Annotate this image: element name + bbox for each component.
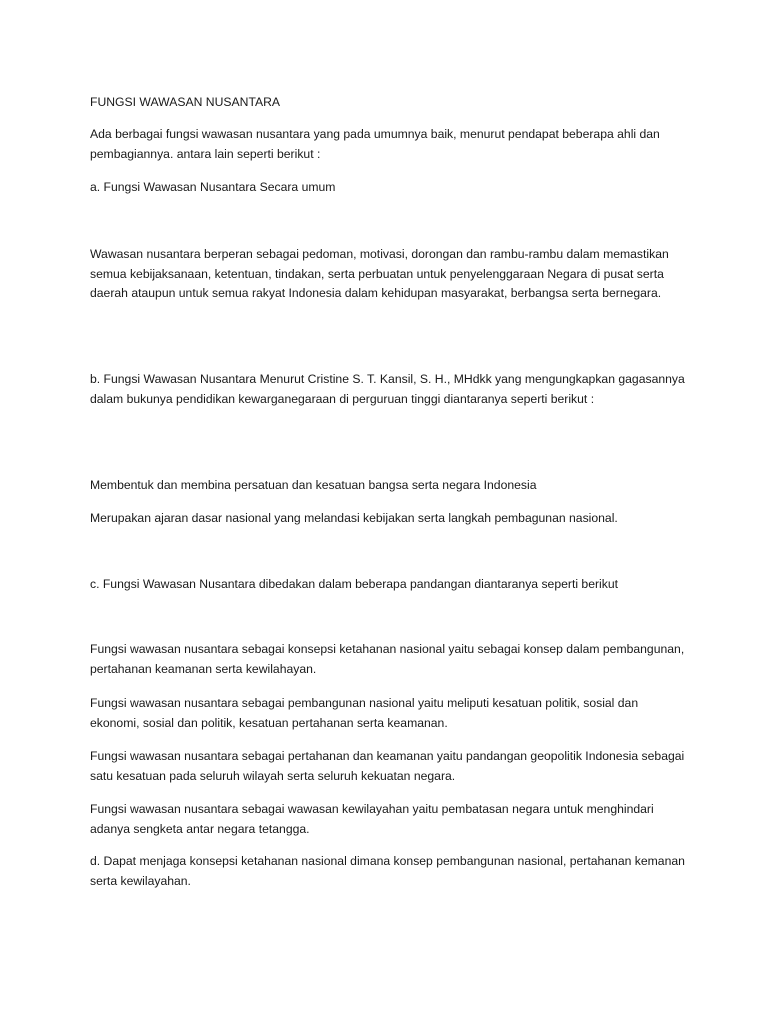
section-b-item-2: Merupakan ajaran dasar nasional yang melandasi kebijakan serta langkah pembagunan nasional. [90,511,618,525]
intro-paragraph: Ada berbagai fungsi wawasan nusantara yang pada umumnya baik, menurut pendapat beberapa ahli dan pembagiannya. antara lain seperti berikut : [90,127,660,161]
section-b-heading: b. Fungsi Wawasan Nusantara Menurut Cristine S. T. Kansil, S. H., MHdkk yang mengungkapkan gagasannya dalam bukunya pendidikan kewarganegaraan di perguruan tinggi diantaranya seperti berikut : [90,372,685,406]
section-c-item-3: Fungsi wawasan nusantara sebagai pertahanan dan keamanan yaitu pandangan geopolitik Indonesia sebagai satu kesatuan pada seluruh wilayah serta seluruh kekuatan negara. [90,749,685,783]
section-c-item-2: Fungsi wawasan nusantara sebagai pembangunan nasional yaitu meliputi kesatuan politik, sosial dan ekonomi, sosial dan politik, kesatuan pertahanan serta keamanan. [90,696,639,730]
section-d-paragraph: d. Dapat menjaga konsepsi ketahanan nasional dimana konsep pembangunan nasional, pertahanan kemanan serta kewilayahan. [90,854,685,888]
section-c-heading: c. Fungsi Wawasan Nusantara dibedakan dalam beberapa pandangan diantaranya seperti berikut [90,577,619,591]
section-c-item-4: Fungsi wawasan nusantara sebagai wawasan kewilayahan yaitu pembatasan negara untuk menghindari adanya sengketa antar negara tetangga. [90,802,654,836]
section-b-item-1: Membentuk dan membina persatuan dan kesatuan bangsa serta negara Indonesia [90,478,537,492]
section-c-item-1: Fungsi wawasan nusantara sebagai konsepsi ketahanan nasional yaitu sebagai konsep dalam pembangunan, pertahanan keamanan serta kewilahayan. [90,642,685,676]
section-a-paragraph: Wawasan nusantara berperan sebagai pedoman, motivasi, dorongan dan rambu-rambu dalam memastikan semua kebijaksanaan, ketentuan, tindakan, serta perbuatan untuk penyelenggaraan Negara di pusat serta daerah ataupun untuk semua rakyat Indonesia dalam kehidupan masyarakat, berbangsa serta bernegara. [90,247,669,300]
document-title: FUNGSI WAWASAN NUSANTARA [90,95,281,109]
section-a-heading: a. Fungsi Wawasan Nusantara Secara umum [90,180,336,194]
